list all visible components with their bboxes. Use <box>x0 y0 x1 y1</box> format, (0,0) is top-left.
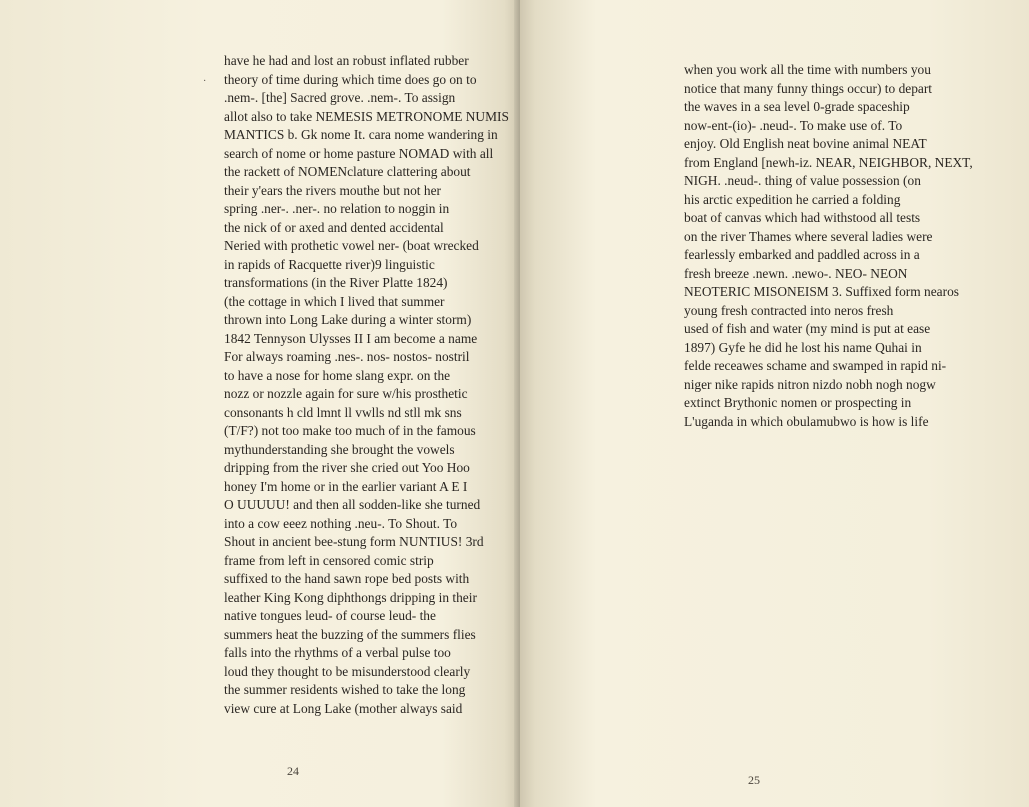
text-line: leather King Kong diphthongs dripping in their <box>224 589 477 605</box>
text-line: honey I'm home or in the earlier variant A E I <box>224 478 468 494</box>
text-line: on the river Thames where several ladies were <box>684 228 933 244</box>
right-page <box>520 0 1029 807</box>
text-line: loud they thought to be misunderstood clearly <box>224 663 471 679</box>
text-line: used of fish and water (my mind is put at ease <box>684 321 931 336</box>
text-line: their y'ears the rivers mouthe but not her <box>224 182 441 198</box>
text-line: now-ent-(io)- .neud-. To make use of. To <box>684 117 903 133</box>
page-number-right: 25 <box>748 773 760 787</box>
text-line: niger nike rapids nitron nizdo nobh nogh nogw <box>684 376 936 392</box>
text-line: fresh breeze .newn. .newo-. NEO- NEON <box>684 265 908 281</box>
text-line: (the cottage in which I lived that summer <box>224 293 445 309</box>
text-line: into a cow eeez nothing .neu-. To Shout. To <box>224 515 458 531</box>
text-line: transformations (in the River Platte 1824) <box>224 275 448 290</box>
text-line: from England [newh-iz. NEAR, NEIGHBOR, NEXT, <box>684 154 973 170</box>
text-line: thrown into Long Lake during a winter storm) <box>224 312 472 327</box>
text-line: notice that many funny things occur) to depart <box>684 80 933 96</box>
text-line: nozz or nozzle again for sure w/his prosthetic <box>224 386 468 401</box>
text-line: the summer residents wished to take the long <box>224 682 466 697</box>
text-line: allot also to take NEMESIS METRONOME NUMIS <box>224 108 509 124</box>
show-through-text <box>568 62 572 78</box>
text-line: frame from left in censored comic strip <box>224 552 434 568</box>
text-line: extinct Brythonic nomen or prospecting in <box>684 395 912 410</box>
page-number-left: 24 <box>287 764 299 778</box>
text-line: mythunderstanding she brought the vowels <box>224 441 455 457</box>
text-line: enjoy. Old English neat bovine animal NEAT <box>684 136 927 151</box>
text-line: MANTICS b. Gk nome It. cara nome wandering in <box>224 127 498 142</box>
text-line: search of nome or home pasture NOMAD with all <box>224 145 494 161</box>
text-line: boat of canvas which had withstood all tests <box>684 210 921 225</box>
text-line: dripping from the river she cried out Yoo Hoo <box>224 460 470 475</box>
text-line: felde receawes schame and swamped in rapid ni- <box>684 358 947 373</box>
text-line: consonants h cld lmnt ll vwlls nd stll mk sns <box>224 404 462 420</box>
stray-mark: · <box>203 76 207 87</box>
text-line: view cure at Long Lake (mother always said <box>224 700 463 716</box>
text-line: NIGH. .neud-. thing of value possession (on <box>684 173 921 188</box>
text-line: in rapids of Racquette river)9 linguistic <box>224 256 435 272</box>
text-line: the nick of or axed and dented accidental <box>224 219 444 235</box>
text-line: falls into the rhythms of a verbal pulse too <box>224 645 451 660</box>
text-line: 1842 Tennyson Ulysses II I am become a name <box>224 330 478 346</box>
text-line: O UUUUU! and then all sodden-like she turned <box>224 497 481 512</box>
text-line: young fresh contracted into neros fresh <box>684 302 894 318</box>
right-page-text <box>684 61 973 431</box>
text-line: spring .ner-. .ner-. no relation to noggin in <box>224 201 450 216</box>
text-line: fearlessly embarked and paddled across in a <box>684 247 920 262</box>
text-line: summers heat the buzzing of the summers flies <box>224 626 476 642</box>
text-line: L'uganda in which obulamubwo is how is life <box>684 413 929 429</box>
text-line: to have a nose for home slang expr. on the <box>224 367 451 383</box>
text-line: Neried with prothetic vowel ner- (boat wrecked <box>224 238 479 253</box>
text-line: suffixed to the hand sawn rope bed posts with <box>224 571 470 586</box>
text-line: 1897) Gyfe he did he lost his name Quhai in <box>684 339 922 355</box>
text-line: when you work all the time with numbers you <box>684 62 931 77</box>
text-line: have he had and lost an robust inflated rubber <box>224 53 469 68</box>
text-line: his arctic expedition he carried a folding <box>684 191 901 207</box>
text-line: .nem-. [the] Sacred grove. .nem-. To assign <box>224 90 456 105</box>
left-page-text <box>224 52 509 718</box>
text-line: theory of time during which time does go on to <box>224 71 477 87</box>
text-line: the waves in a sea level 0-grade spaceship <box>684 99 910 114</box>
text-line: (T/F?) not too make too much of in the famous <box>224 423 476 438</box>
show-through-text <box>150 58 154 74</box>
text-line: Shout in ancient bee-stung form NUNTIUS! 3rd <box>224 534 484 549</box>
text-line: native tongues leud- of course leud- the <box>224 608 436 623</box>
text-line: For always roaming .nes-. nos- nostos- nostril <box>224 349 470 364</box>
text-line: NEOTERIC MISONEISM 3. Suffixed form nearos <box>684 284 959 299</box>
text-line: the rackett of NOMENclature clattering about <box>224 164 471 179</box>
